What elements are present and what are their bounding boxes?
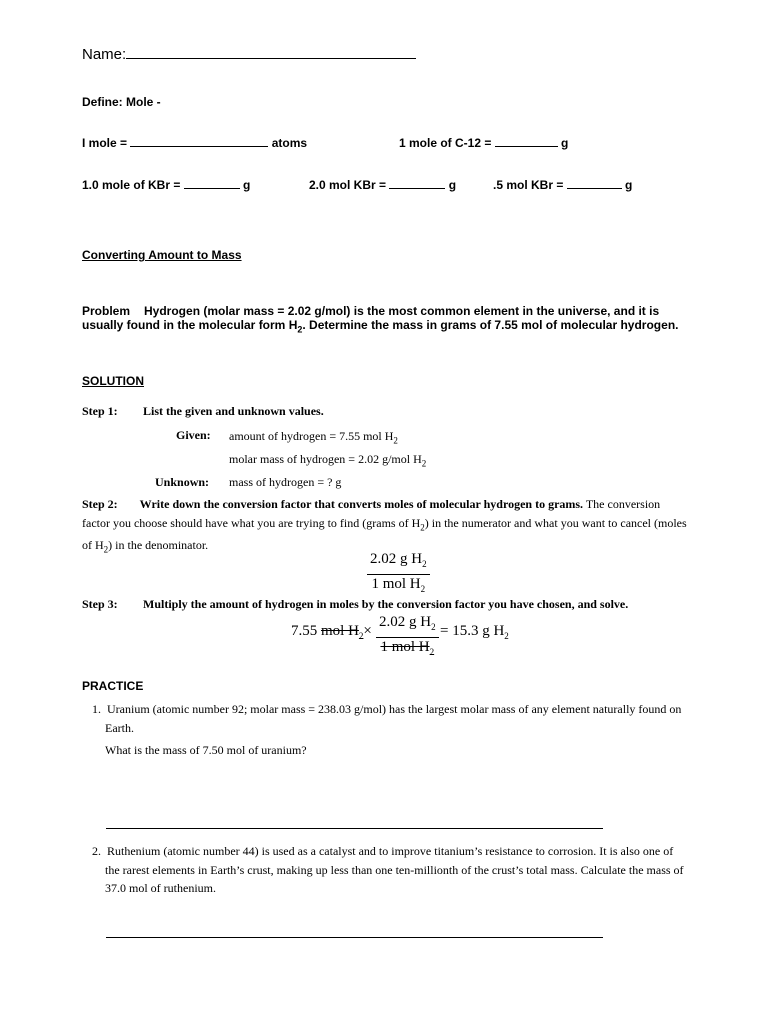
eq-result-text: = 15.3 g H (440, 623, 505, 639)
name-blank[interactable] (126, 57, 416, 59)
cf-num-text: 2.02 g H (370, 551, 423, 567)
q2-line2: the rarest elements in Earth’s crust, making up less than one ten-millionth of the crust’s total mass. Calculate the mass of (105, 862, 684, 877)
step2-line2: factor you choose should have what you are trying to find (grams of H (82, 515, 421, 530)
equation-fraction (376, 614, 439, 661)
problem-line-1 (82, 304, 659, 318)
cf-num-sub: 2 (422, 559, 427, 569)
problem-label: Problem (82, 304, 131, 318)
practice-question-2 (92, 842, 722, 898)
practice-question-1 (92, 700, 722, 760)
given-molar-mass (229, 452, 426, 468)
step2-line2b: ) in the numerator and what you want to cancel (moles (424, 515, 687, 530)
step2-line3a: of H (82, 538, 104, 553)
given-label: Given: (176, 428, 211, 442)
eq-num-text: 2.02 g H (379, 614, 432, 630)
cf-den-sub: 2 (420, 584, 426, 594)
define-mole-label: Define: Mole - (82, 95, 161, 109)
problem-text-2b: . Determine the mass in grams of 7.55 mol of molecular hydrogen. (302, 318, 679, 332)
fraction-bar (367, 574, 430, 575)
equation-lhs (291, 623, 372, 641)
c12-prefix: 1 mole of C-12 = (399, 136, 495, 150)
mole-atoms-prefix: I mole = (82, 136, 131, 150)
given-amount (229, 429, 398, 445)
given-molar-mass-sub: 2 (421, 458, 427, 469)
solution-heading: SOLUTION (82, 374, 144, 388)
step2-paragraph (82, 495, 722, 559)
q2-number: 2. (92, 844, 101, 858)
equation-numerator (376, 614, 439, 636)
mole-atoms-blank[interactable] (130, 145, 268, 147)
given-molar-mass-text: molar mass of hydrogen = 2.02 g/mol H (229, 452, 422, 466)
name-line[interactable] (82, 46, 416, 63)
step3-text: Multiply the amount of hydrogen in moles by the conversion factor you have chosen, and solve. (143, 597, 629, 611)
step3-label: Step 3: (82, 597, 118, 611)
eq-lhs-unit-text: mol H (321, 623, 359, 639)
eq-lhs-value: 7.55 (291, 623, 321, 639)
eq-den-sub: 2 (429, 647, 435, 657)
problem-text-1: Hydrogen (molar mass = 2.02 g/mol) is the most common element in the universe, and it is (144, 304, 660, 318)
unknown-mass: mass of hydrogen = ? g (229, 475, 342, 489)
step2-label: Step 2: (82, 497, 118, 511)
practice-heading: PRACTICE (82, 679, 144, 693)
equation-fraction-bar (376, 637, 439, 638)
q1-line2: Earth. (105, 720, 134, 735)
q2-line3: 37.0 mol of ruthenium. (105, 881, 216, 895)
eq-num-sub: 2 (431, 622, 436, 632)
q1-line1: Uranium (atomic number 92; molar mass = 238.03 g/mol) has the largest molar mass of any element naturally found on (107, 702, 682, 716)
name-label: Name: (82, 46, 127, 63)
c12-line (399, 136, 568, 150)
kbr3-blank[interactable] (567, 187, 622, 189)
equation-result (440, 623, 509, 641)
q1-question: What is the mass of 7.50 mol of uranium? (105, 743, 307, 757)
step2-bold: Write down the conversion factor that converts moles of molecular hydrogen to grams. (139, 497, 584, 511)
kbr3-line (493, 178, 632, 192)
conversion-factor-numerator (367, 551, 430, 573)
kbr2-blank[interactable] (389, 187, 445, 189)
given-amount-text: amount of hydrogen = 7.55 mol H (229, 429, 394, 443)
mole-atoms-line (82, 136, 307, 150)
eq-times: × (363, 623, 372, 639)
problem-text-2a: usually found in the molecular form H (82, 318, 298, 332)
given-amount-sub: 2 (393, 435, 398, 446)
cf-den-text: 1 mol H (371, 576, 421, 592)
q2-line1: Ruthenium (atomic number 44) is used as a catalyst and to improve titanium’s resistance to corrosion. It is also one of (107, 844, 674, 858)
equation-denominator (377, 639, 437, 661)
kbr2-line (309, 178, 456, 192)
eq-den-text: 1 mol H (380, 639, 430, 655)
step1-text: List the given and unknown values. (143, 404, 324, 418)
problem-line-2 (82, 318, 678, 334)
step2-sub-a: 2 (420, 521, 425, 532)
section-title: Converting Amount to Mass (82, 248, 242, 262)
unknown-label: Unknown: (155, 475, 210, 489)
q1-answer-line[interactable] (106, 828, 603, 829)
q2-answer-line[interactable] (106, 937, 603, 938)
kbr3-suffix: g (621, 178, 633, 192)
eq-lhs-sub: 2 (358, 631, 364, 641)
kbr2-prefix: 2.0 mol KBr = (309, 178, 390, 192)
conversion-factor-denominator (368, 576, 428, 598)
step2-sub-b: 2 (103, 544, 109, 555)
kbr1-suffix: g (239, 178, 251, 192)
eq-result-sub: 2 (504, 631, 509, 641)
problem-sub: 2 (297, 324, 303, 335)
q1-number: 1. (92, 702, 101, 716)
step2-line3b: ) in the denominator. (108, 538, 209, 553)
kbr1-prefix: 1.0 mole of KBr = (82, 178, 184, 192)
kbr1-line (82, 178, 250, 192)
conversion-factor (367, 551, 430, 598)
eq-lhs-unit (321, 623, 363, 639)
c12-suffix: g (557, 136, 569, 150)
step2-rest: The conversion (583, 497, 661, 511)
kbr3-prefix: .5 mol KBr = (493, 178, 567, 192)
kbr2-suffix: g (445, 178, 457, 192)
mole-atoms-suffix: atoms (268, 136, 308, 150)
c12-blank[interactable] (495, 145, 558, 147)
kbr1-blank[interactable] (184, 187, 240, 189)
step1-label: Step 1: (82, 404, 118, 418)
